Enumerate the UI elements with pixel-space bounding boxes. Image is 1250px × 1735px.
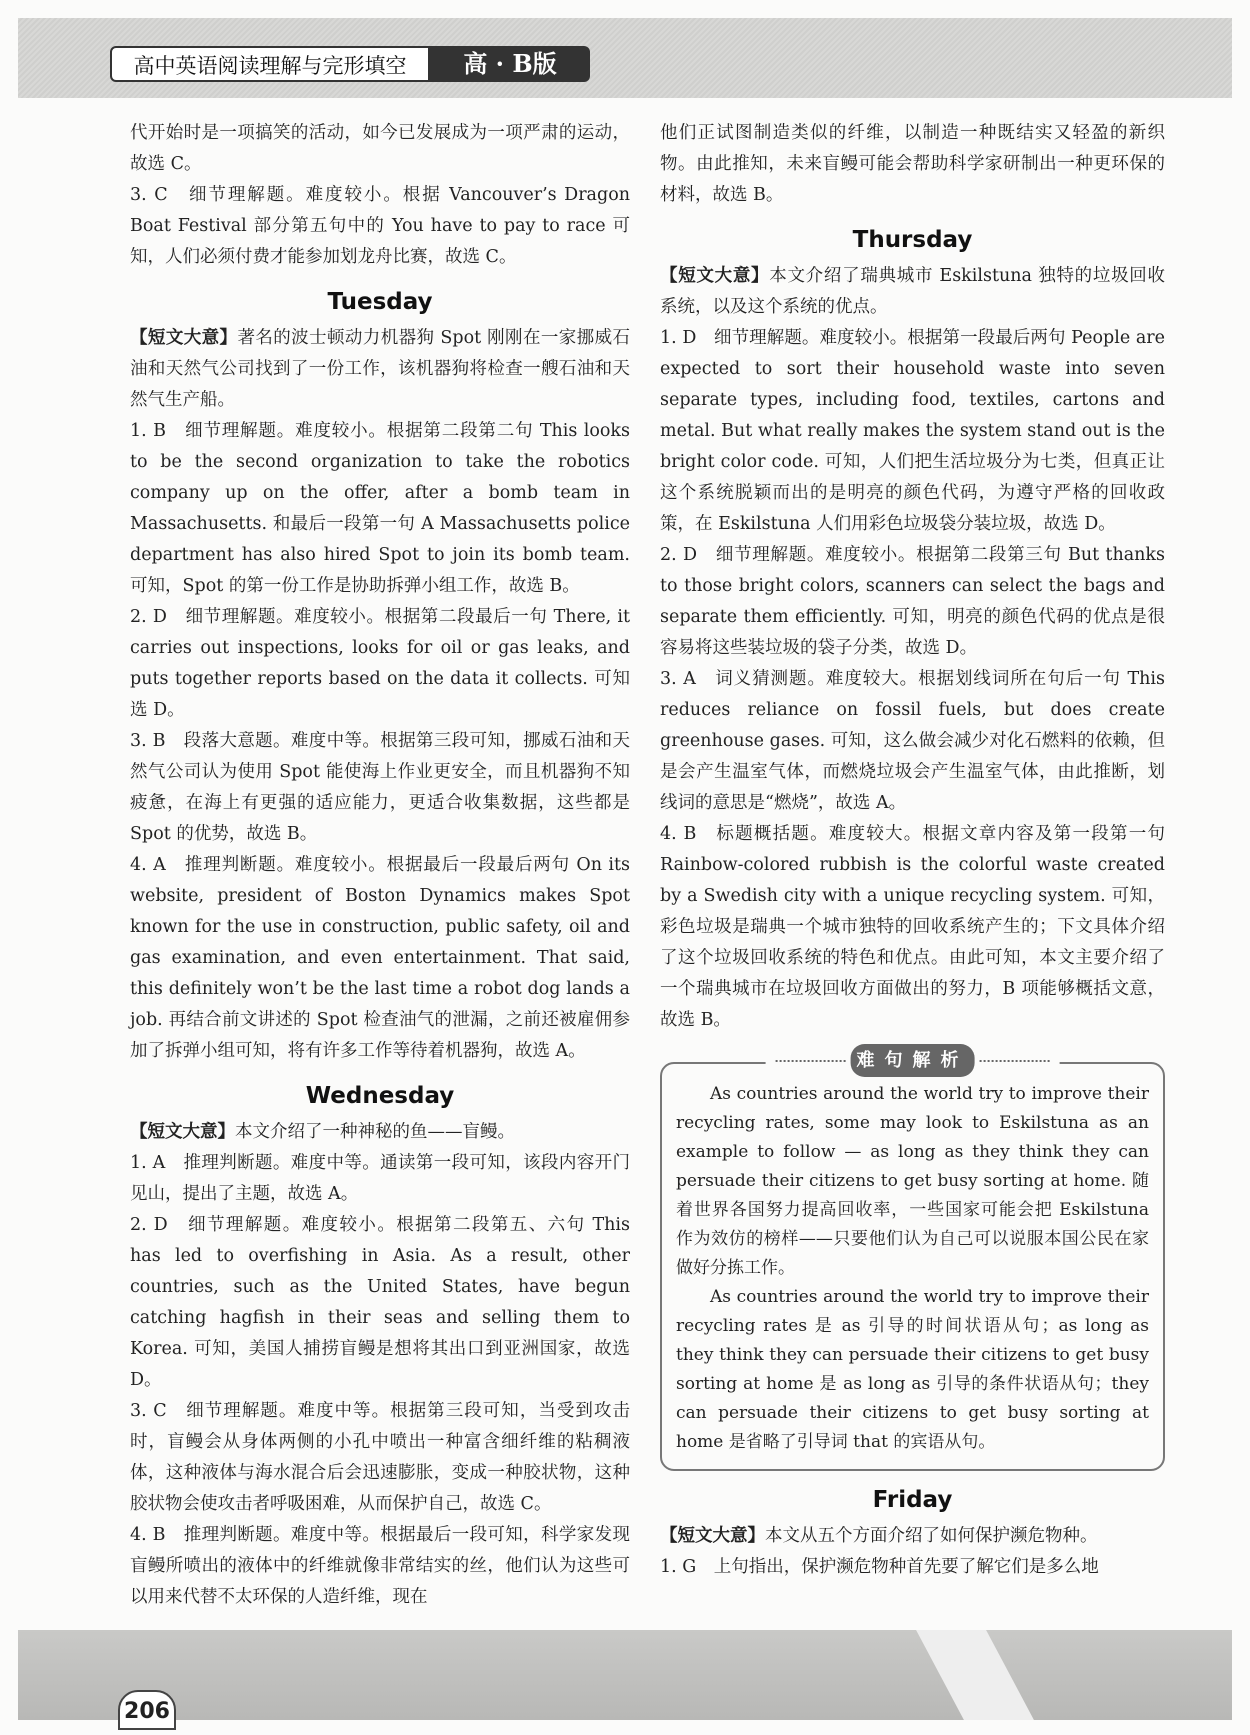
section-title-wednesday: Wednesday xyxy=(305,1083,455,1109)
footer-band xyxy=(18,1630,1232,1720)
book-title: 高中英语阅读理解与完形填空 xyxy=(110,46,430,82)
summary-text: 著名的波士顿动力机器狗 Spot 刚刚在一家挪威石油和天然气公司找到了一份工作，该机器狗将检查一艘石油和天然气生产船。 xyxy=(130,328,630,410)
summary xyxy=(660,261,1165,323)
edition-label: 高 · B版 xyxy=(430,46,590,82)
answer-item: 3. C 细节理解题。难度较小。根据 Vancouver’s Dragon Boat Festival 部分第五句中的 You have to pay to race 可知，人们必须付费才能参加划龙舟比赛，故选 C。 xyxy=(130,185,630,267)
answer-item: 4. B 推理判断题。难度中等。根据最后一段可知，科学家发现盲鳗所喷出的液体中的纤维就像非常结实的丝，他们认为这些可以用来代替不太环保的人造纤维，现在 xyxy=(130,1525,630,1607)
right-column xyxy=(660,118,1165,1583)
answer-item: 4. A 推理判断题。难度较小。根据最后一段最后两句 On its website, president of Boston Dynamics makes Spot known for the use in construction, public safety, oil and gas examination, and even entertainment. That said, this definitely won’t be the last time a robot dog lands a job. 再结合前文讲述的 Spot 检查油气的泄漏，之前还被雇佣参加了拆弹小组可知，将有许多工作等待着机器狗，故选 A。 xyxy=(130,855,630,1061)
analysis-heading-label: 难句解析 xyxy=(851,1044,975,1077)
continued-text: 代开始时是一项搞笑的活动，如今已发展成为一项严肃的运动，故选 C。 xyxy=(130,123,630,174)
left-column xyxy=(130,118,630,1613)
answer-item: 2. D 细节理解题。难度较小。根据第二段第五、六句 This has led to overfishing in Asia. As a result, other countries, such as the United States, have begun catching hagfish in their seas and selling them to Korea. 可知，美国人捕捞盲鳗是想将其出口到亚洲国家，故选 D。 xyxy=(130,1215,630,1390)
answer-item: 3. C 细节理解题。难度中等。根据第三段可知，当受到攻击时，盲鳗会从身体两侧的小孔中喷出一种富含细纤维的粘稠液体，这种液体与海水混合后会迅速膨胀，变成一种胶状物，这种胶状物会使攻击者呼吸困难，从而保护自己，故选 C。 xyxy=(130,1401,630,1514)
answer-item: 1. G 上句指出，保护濒危物种首先要了解它们是多么地 xyxy=(660,1557,1099,1577)
analysis-heading xyxy=(765,1044,1060,1077)
summary-text: 本文介绍了瑞典城市 Eskilstuna 独特的垃圾回收系统，以及这个系统的优点。 xyxy=(660,266,1166,317)
dotted-divider-left xyxy=(775,1060,845,1062)
summary-label: 【短文大意】 xyxy=(130,328,238,348)
summary xyxy=(130,323,630,416)
summary-label: 【短文大意】 xyxy=(130,1122,235,1142)
summary-text: 本文从五个方面介绍了如何保护濒危物种。 xyxy=(765,1526,1098,1546)
answer-item: 3. A 词义猜测题。难度较大。根据划线词所在句后一句 This reduces reliance on fossil fuels, but does create greenhouse gases. 可知，这么做会减少对化石燃料的依赖，但是会产生温室气体，而燃烧垃圾会产生温室气体，由此推断，划线词的意思是“燃烧”，故选 A。 xyxy=(660,669,1165,813)
answer-item: 4. B 标题概括题。难度较大。根据文章内容及第一段第一句 Rainbow-colored rubbish is the colorful waste created by a Swedish city with a unique recycling system. 可知，彩色垃圾是瑞典一个城市独特的回收系统产生的；下文具体介绍了这个垃圾回收系统的特色和优点。由此可知，本文主要介绍了一个瑞典城市在垃圾回收方面做出的努力，B 项能够概括文意，故选 B。 xyxy=(660,824,1165,1030)
answer-item: 2. D 细节理解题。难度较小。根据第二段最后一句 There, it carries out inspections, looks for oil or gas leaks, and puts together reports based on the data it collects. 可知选 D。 xyxy=(130,607,630,720)
section-title-tuesday: Tuesday xyxy=(327,289,433,315)
continued-text: 他们正试图制造类似的纤维，以制造一种既结实又轻盈的新织物。由此推知，未来盲鳗可能会帮助科学家研制出一种更环保的材料，故选 B。 xyxy=(660,123,1165,205)
page-number: 206 xyxy=(118,1690,176,1730)
summary xyxy=(660,1521,1165,1552)
answer-item: 3. B 段落大意题。难度中等。根据第三段可知，挪威石油和天然气公司认为使用 Spot 能使海上作业更安全，而且机器狗不知疲惫，在海上有更强的适应能力，更适合收集数据，这些都是 Spot 的优势，故选 B。 xyxy=(130,731,630,844)
summary-label: 【短文大意】 xyxy=(660,1526,765,1546)
difficult-sentence-analysis-box xyxy=(660,1050,1165,1471)
answer-item: 1. A 推理判断题。难度中等。通读第一段可知，该段内容开门见山，提出了主题，故选 A。 xyxy=(130,1153,630,1204)
answer-item: 1. D 细节理解题。难度较小。根据第一段最后两句 People are expected to sort their household waste into seven separate types, including food, textiles, cartons and metal. But what really makes the system stand out is the bright color code. 可知，人们把生活垃圾分为七类，但真正让这个系统脱颖而出的是明亮的颜色代码，为遵守严格的回收政策，在 Eskilstuna 人们用彩色垃圾袋分装垃圾，故选 D。 xyxy=(660,328,1165,534)
summary-label: 【短文大意】 xyxy=(660,266,770,286)
answer-item: 1. B 细节理解题。难度较小。根据第二段第二句 This looks to be the second organization to take the robotics company up on the offer, after a bomb team in Massachusetts. 和最后一段第一句 A Massachusetts police department has also hired Spot to join its bomb team. 可知，Spot 的第一份工作是协助拆弹小组工作，故选 B。 xyxy=(130,421,630,596)
section-title-thursday: Thursday xyxy=(852,227,973,253)
analysis-paragraph: As countries around the world try to improve their recycling rates, some may look to Eskilstuna as an example to follow — as long as they think they can persuade their citizens to get busy sorting at home. 随着世界各国努力提高回收率，一些国家可能会把 Eskilstuna 作为效仿的榜样——只要他们认为自己可以说服本国公民在家做好分拣工作。 xyxy=(676,1084,1149,1278)
answer-item: 2. D 细节理解题。难度较小。根据第二段第三句 But thanks to those bright colors, scanners can select the bags and separate them efficiently. 可知，明亮的颜色代码的优点是很容易将这些装垃圾的袋子分类，故选 D。 xyxy=(660,545,1165,658)
summary-text: 本文介绍了一种神秘的鱼——盲鳗。 xyxy=(235,1122,515,1142)
section-title-friday: Friday xyxy=(872,1487,953,1513)
dotted-divider-right xyxy=(980,1060,1050,1062)
summary xyxy=(130,1117,630,1148)
analysis-paragraph: As countries around the world try to improve their recycling rates 是 as 引导的时间状语从句；as long as they think they can persuade their citizens to get busy sorting at home 是 as long as 引导的条件状语从句；they can persuade their citizens to get busy sorting at home 是省略了引导词 that 的宾语从句。 xyxy=(676,1287,1149,1452)
